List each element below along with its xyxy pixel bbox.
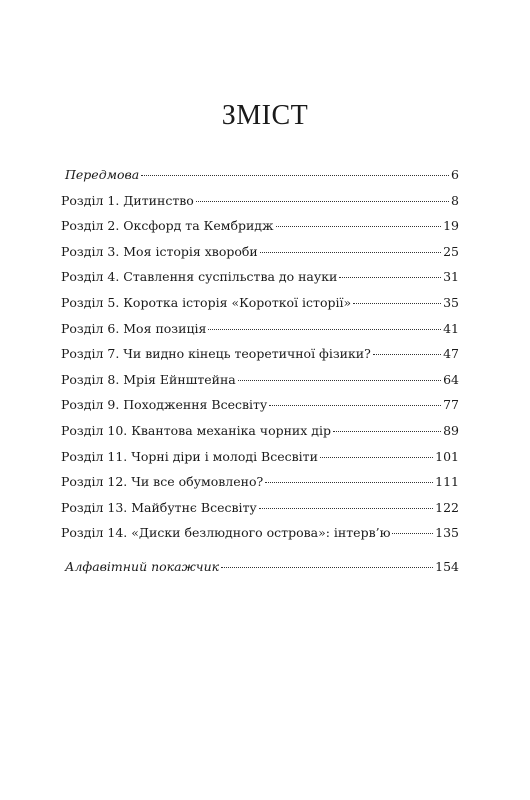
- toc-entry-label: Розділ 7. Чи видно кінець теоретичної фізики?: [61, 346, 371, 362]
- toc-entry-label: Розділ 5. Коротка історія «Короткої історії»: [61, 294, 352, 310]
- dot-leader: [320, 456, 433, 458]
- toc-entry-label: Розділ 12. Чи все обумовлено?: [61, 474, 264, 490]
- toc-page-number: 6: [451, 167, 459, 182]
- toc-entry-chapter-5: [61, 290, 459, 316]
- dot-leader: [238, 379, 441, 381]
- toc-entry-label: Розділ 9. Походження Всесвіту: [61, 397, 268, 413]
- toc-page-number: 77: [443, 397, 459, 413]
- toc-entry-label: Розділ 11. Чорні діри і молоді Всесвіти: [61, 448, 318, 464]
- dot-leader: [259, 507, 433, 509]
- dot-leader: [265, 481, 433, 483]
- toc-page-number: 31: [443, 269, 459, 285]
- toc-entry-label: Розділ 4. Ставлення суспільства до науки: [61, 269, 338, 285]
- toc-page-number: 47: [443, 346, 459, 362]
- toc-page-number: 101: [435, 448, 459, 464]
- toc-entry-label: Розділ 3. Моя історія хвороби: [61, 243, 258, 259]
- toc-entry-chapter-6: [61, 316, 459, 342]
- dot-leader: [269, 404, 441, 406]
- toc-entry-chapter-12: [61, 469, 459, 495]
- toc-entry-label: Розділ 1. Дитинство: [61, 192, 194, 208]
- toc-entry-label: Розділ 14. «Диски безлюдного острова»: інтерв’ю: [61, 525, 391, 541]
- dot-leader: [208, 328, 441, 330]
- dot-leader: [392, 532, 433, 534]
- toc-entry-chapter-1: [61, 188, 459, 214]
- toc-page-number: 8: [451, 192, 459, 208]
- dot-leader: [339, 276, 441, 278]
- toc-page-number: 41: [443, 320, 459, 336]
- toc-entry-chapter-14: [61, 520, 459, 546]
- toc-page-number: 122: [435, 499, 459, 515]
- toc-entry-label: Алфавітний покажчик: [65, 558, 220, 574]
- toc-entry-label: Розділ 6. Моя позиція: [61, 320, 207, 336]
- toc-entry-label: Розділ 8. Мрія Ейнштейна: [61, 371, 236, 387]
- toc-entry-label: Розділ 2. Оксфорд та Кембридж: [61, 218, 274, 234]
- toc-entry-index: [61, 554, 459, 580]
- toc-page-number: 64: [443, 371, 459, 387]
- toc-entry-chapter-13: [61, 495, 459, 521]
- dot-leader: [260, 251, 441, 253]
- toc-entry-chapter-9: [61, 392, 459, 418]
- toc-page-number: 25: [443, 243, 459, 259]
- toc-entry-chapter-2: [61, 213, 459, 239]
- toc-entry-label: Передмова: [65, 167, 140, 182]
- toc-page-number: 135: [435, 525, 459, 541]
- toc-entry-chapter-7: [61, 341, 459, 367]
- toc-page-number: 154: [435, 558, 459, 574]
- page-title: ЗМІСТ: [221, 100, 309, 131]
- dot-leader: [333, 430, 441, 432]
- toc-entry-chapter-8: [61, 367, 459, 393]
- toc-entry-preface: [61, 162, 459, 188]
- toc-entry-chapter-10: [61, 418, 459, 444]
- dot-leader: [353, 302, 441, 304]
- toc-entry-chapter-4: [61, 264, 459, 290]
- toc-page-number: 19: [443, 218, 459, 234]
- toc-entry-chapter-11: [61, 444, 459, 470]
- dot-leader: [196, 200, 449, 202]
- dot-leader: [141, 174, 449, 176]
- dot-leader: [373, 353, 441, 355]
- toc-entry-label: Розділ 13. Майбутнє Всесвіту: [61, 499, 257, 515]
- dot-leader: [276, 225, 442, 227]
- toc-entry-label: Розділ 10. Квантова механіка чорних дір: [61, 422, 331, 438]
- toc-page-number: 111: [435, 474, 459, 490]
- toc-page-number: 89: [443, 422, 459, 438]
- dot-leader: [221, 566, 433, 568]
- toc-page-number: 35: [443, 294, 459, 310]
- toc-entry-chapter-3: [61, 239, 459, 265]
- table-of-contents: [61, 162, 459, 580]
